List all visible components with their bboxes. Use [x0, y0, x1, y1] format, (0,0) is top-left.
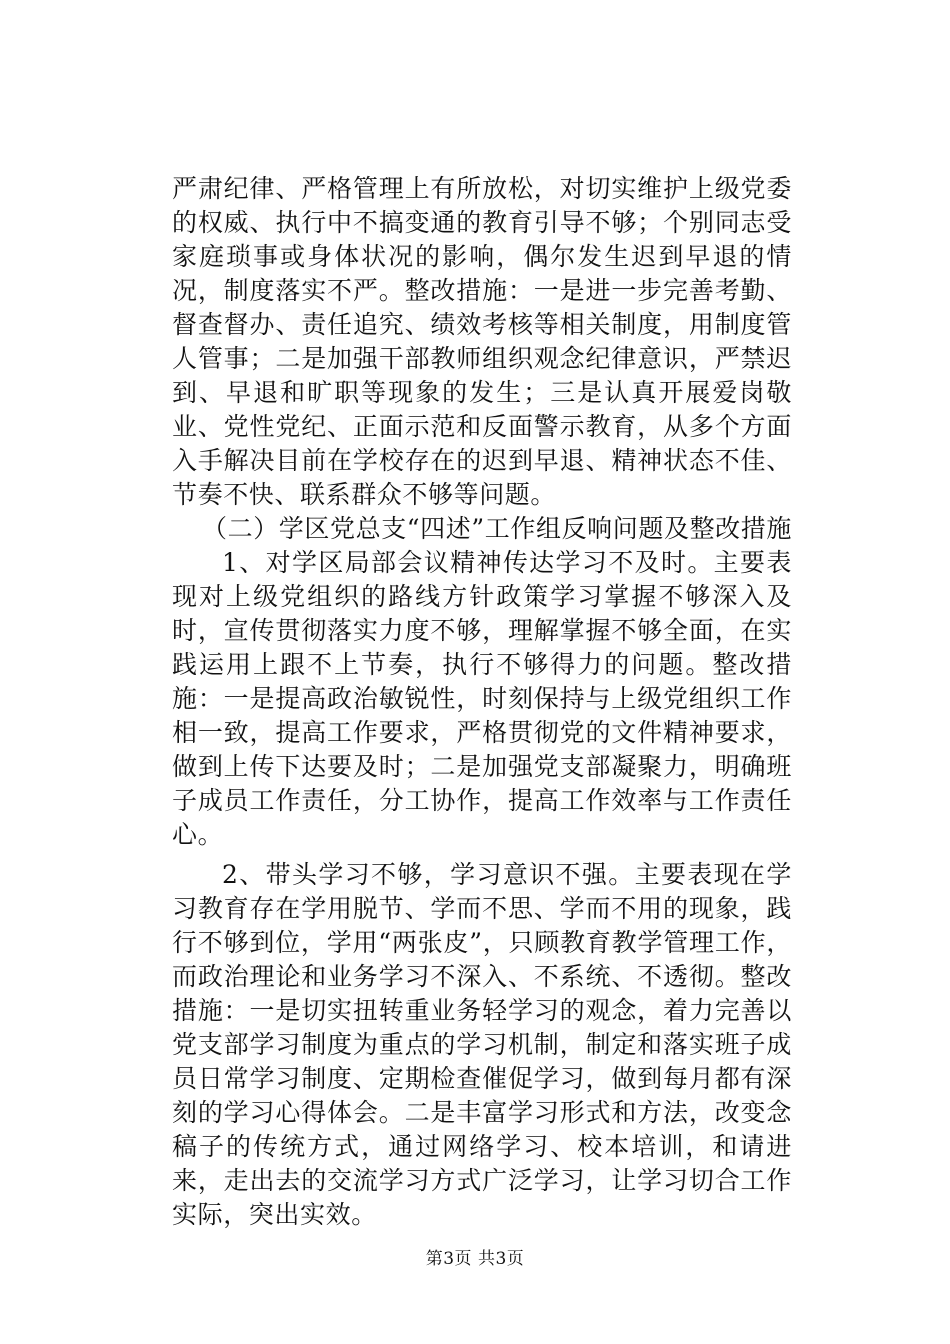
paragraph-item-1: 1、对学区局部会议精神传达学习不及时。主要表现对上级党组织的路线方针政策学习掌握不够深入及时，宣传贯彻落实力度不够，理解掌握不够全面，在实践运用上跟不上节奏，执行不够得力的问题。整改措施：一是提高政治敏锐性，时刻保持与上级党组织工作相一致，提高工作要求，严格贯彻党的文件精神要求，做到上传下达要及时；二是加强党支部凝聚力，明确班子成员工作责任，分工协作，提高工作效率与工作责任心。: [172, 548, 792, 849]
paragraph-continuation: 严肃纪律、严格管理上有所放松，对切实维护上级党委的权威、执行中不搞变通的教育引导不够；个别同志受家庭琐事或身体状况的影响，偶尔发生迟到早退的情况，制度落实不严。整改措施：一是进一步完善考勤、督查督办、责任追究、绩效考核等相关制度，用制度管人管事；二是加强干部教师组织观念纪律意识，严禁迟到、早退和旷职等现象的发生；三是认真开展爱岗敬业、党性党纪、正面示范和反面警示教育，从多个方面入手解决目前在学校存在的迟到早退、精神状态不佳、节奏不快、联系群众不够等问题。: [172, 174, 792, 509]
document-body: [172, 172, 792, 1232]
paragraph-item-2: 2、带头学习不够，学习意识不强。主要表现在学习教育存在学用脱节、学而不思、学而不用的现象，践行不够到位，学用“两张皮”，只顾教育教学管理工作，而政治理论和业务学习不深入、不系统、不透彻。整改措施：一是切实扭转重业务轻学习的观念，着力完善以党支部学习制度为重点的学习机制，制定和落实班子成员日常学习制度、定期检查催促学习，做到每月都有深刻的学习心得体会。二是丰富学习形式和方法，改变念稿子的传统方式，通过网络学习、校本培训，和请进来，走出去的交流学习方式广泛学习，让学习切合工作实际，突出实效。: [172, 860, 792, 1229]
page-number-footer: 第3页 共3页: [425, 1249, 525, 1269]
section-heading: （二）学区党总支“四述”工作组反响问题及整改措施: [202, 514, 792, 543]
